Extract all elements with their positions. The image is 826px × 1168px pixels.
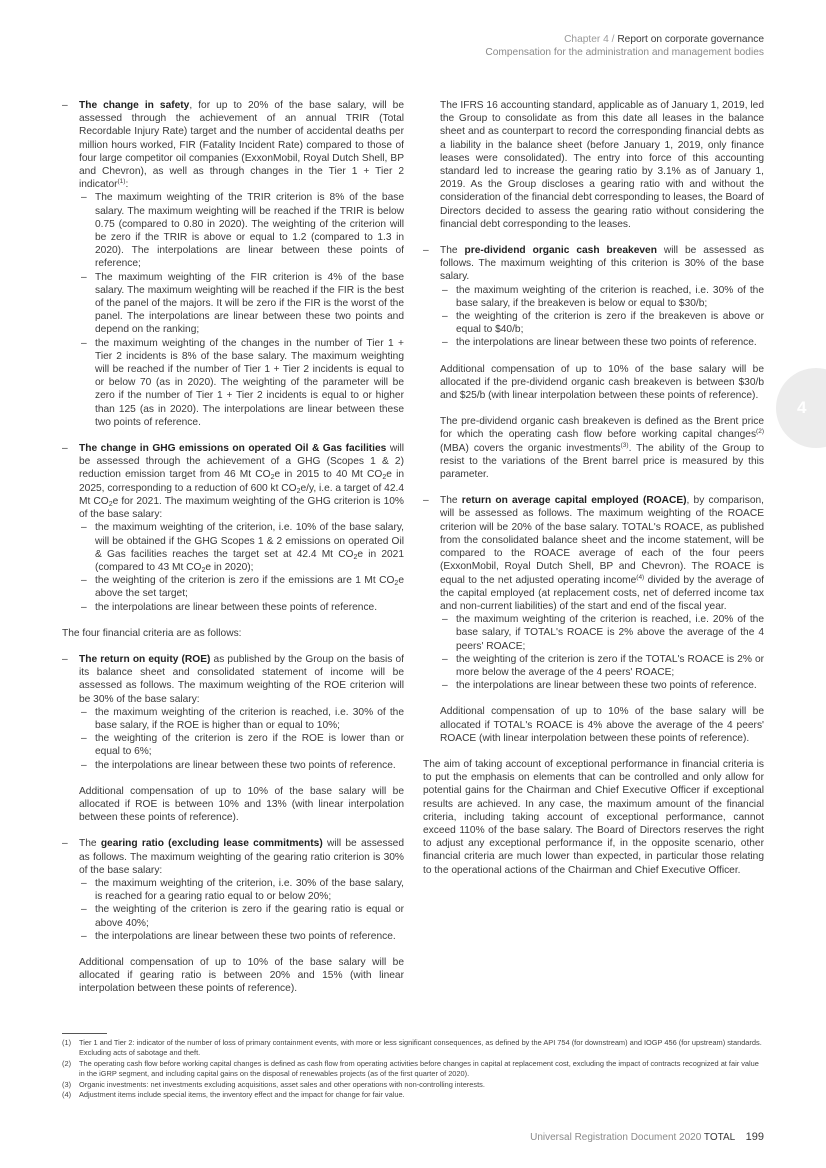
list-item: – the maximum weighting of the changes in the number of Tier 1 + Tier 2 incidents is 8% of the base salary. The maximum weighting will be reached if the number of Tier 1 + Tier 2 incidents is equal to or below 70 (as in 2020). The weighting of the parameter will be zero if the number of Tier 1 + Tier 2 incidents is equal to or higher than 125 (as in 2020). The interpolations are linear between these two points of reference. — [81, 337, 404, 428]
breakeven-criterion: – The pre-dividend organic cash breakeven will be assessed as follows. The maximum weighting of this criterion is 30% of the base salary. – the maximum weighting of the criterion is reached, i.e. 30% of the base salary, if the breakeven is below or equal to $30/b; – the weighting of the criterion is zero if the breakeven is above or equal to $40/b; – the interpolations are linear between these two points of reference. Additional compensation of up to 10% of the base salary will be allocated if the pre-dividend organic cash breakeven is between $30/b and $25/b (with linear interpolation between these points of reference). The pre-dividend organic cash breakeven is defined as the Brent price for which the operating cash flow before working capital changes$^{(2)}$ (MBA) covers the organic investments$^{(3)}$. The ability of the Group to resist to the variations of the Brent barrel price is measured by this parameter. — [423, 245, 764, 481]
ifrs16-paragraph: The IFRS 16 accounting standard, applicable as of January 1, 2019, led the Group to consolidate as from this date all leases in the balance sheet and as counterpart to record the corresponding financial debts as a liability in the balance sheet (before January 1, 2019, only finance leases were consolidated). The entry into force of this accounting standard led to increase the gearing ratio by 3.1% as of January 1, 2019. As the Group discloses a gearing ratio with and without the consideration of the financial debt corresponding to leases, the Board of Directors decided to assess the gearing ratio without considering the financial debt corresponding to the leases. — [440, 100, 764, 230]
header-separator: / — [608, 34, 618, 45]
gearing-additional: Additional compensation of up to 10% of the base salary will be allocated if gearing ratio is between 20% and 15% (with linear interpolation between these points of reference). — [79, 956, 404, 995]
roe-title: The return on equity (ROE) — [79, 653, 211, 665]
footnote-ref-2[interactable]: (2) — [756, 428, 764, 436]
roace-criterion: – The return on average capital employed (ROACE), by comparison, will be assessed as follows. The maximum weighting of the ROACE criterion will be 20% of the base salary. TOTAL's ROACE, as published from the consolidated balance sheet and the income statement, will be compared to the ROACE average of each of the four peers (ExxonMobil, Royal Dutch Shell, BP and Chevron). The ROACE is equal to the net adjusted operating income$^{(4)}$ divided by the average of the capital employed (at replacement costs, net of deferred income tax and non-current liabilities) of the start and end of the fiscal year. – the maximum weighting of the criterion is reached, i.e. 20% of the base salary, if TOTAL's ROACE is 2% above the average of the 4 peers' ROACE; – the weighting of the criterion is zero if the TOTAL's ROACE is 2% or more below the average of the 4 peers' ROACE; – the interpolations are linear between these two points of reference. Additional compensation of up to 10% of the base salary will be allocated if TOTAL's ROACE is 4% above the average of the 4 peers' ROACE (with linear interpolation between these points of reference). — [423, 495, 764, 744]
safety-criterion: – The change in safety, for up to 20% of the base salary, will be assessed through the achievement of an annual TRIR (Total Recordable Injury Rate) target and the number of accidental deaths per million hours worked, FIR (Fatality Incident Rate) compared to those of four large competitor oil companies (ExxonMobil, Royal Dutch Shell, BP and Chevron), as well as through changes in the Tier 1 + Tier 2 indicator$^{(1)}$: – The maximum weighting of the TRIR criterion is 8% of the base salary. The maximum weighting will be reached if the TRIR is below 0.75 (compared to 0.80 in 2020). The weighting of the criterion will be zero if the TRIR is above or equal to 1.2 (compared to 1.3 in 2020). The interpolations are linear between these points of reference; – The maximum weighting of the FIR criterion is 4% of the base salary. The maximum weighting will be reached if the FIR is the best of the panel of the majors. It will be zero if the FIR is the worst of the panel. The interpolations are linear between these two points and depend on the ranking; – the maximum weighting of the changes in the number of Tier 1 + Tier 2 incidents is 8% of the base salary. The maximum weighting will be reached if the number of Tier 1 + Tier 2 incidents is equal to or below 70 (as in 2020). The weighting of the parameter will be zero if the number of Tier 1 + Tier 2 incidents is equal to or higher than 125 (as in 2020). The interpolations are linear between these two points of reference. — [62, 100, 404, 428]
list-item: – the interpolations are linear between these points of reference. — [81, 601, 378, 613]
chapter-label: Chapter 4 — [564, 34, 609, 45]
page-footer — [530, 1131, 764, 1143]
financial-criteria-intro: The four financial criteria are as follows: — [62, 627, 242, 639]
list-item: – the interpolations are linear between these two points of reference. — [81, 930, 396, 942]
footnote-ref-3[interactable]: (3) — [620, 441, 629, 449]
footnote-1: (1) Tier 1 and Tier 2: indicator of the number of loss of primary containment events, with more or less significant consequences, as defined by the API 754 (for downstream) and IOGP 456 (for upstream) standards. Excluding acts of sabotage and theft. — [62, 1038, 762, 1058]
list-item: – the weighting of the criterion is zero if the emissions are 1 Mt $CO_2e$ above the set target; — [81, 575, 404, 600]
footnote-3: (3) Organic investments: net investments excluding acquisitions, asset sales and other operations with non-controlling interests. — [62, 1079, 485, 1089]
roe-criterion: – The return on equity (ROE) as published by the Group on the basis of its balance sheet and consolidated statement of income will be assessed as follows. The maximum weighting of the ROE criterion will be 30% of the base salary: – the maximum weighting of the criterion is reached, i.e. 30% of the base salary, if the ROE is higher than or equal to 10%; – the weighting of the criterion is zero if the ROE is lower than or equal to 6%; – the interpolations are linear between these two points of reference. Additional compensation of up to 10% of the base salary will be allocated if ROE is between 10% and 13% (with linear interpolation between these points of reference). — [62, 653, 404, 824]
roace-title: return on average capital employed (ROACE) — [461, 495, 687, 507]
ghg-title: The change in GHG emissions on operated Oil & Gas facilities — [79, 443, 387, 455]
breakeven-title: pre-dividend organic cash breakeven — [464, 245, 657, 257]
section-title: Compensation for the administration and management bodies — [485, 47, 764, 58]
list-item: – the maximum weighting of the criterion is reached, i.e. 30% of the base salary, if the breakeven is below or equal to $30/b; — [442, 284, 764, 309]
list-item: – the weighting of the criterion is zero if the TOTAL's ROACE is 2% or more below the average of the 4 peers' ROACE; — [442, 653, 764, 678]
list-item: – the interpolations are linear between these two points of reference. — [442, 680, 757, 692]
gearing-criterion: – The gearing ratio (excluding lease commitments) will be assessed as follows. The maximum weighting of the gearing ratio criterion is 30% of the base salary: – the maximum weighting of the criterion, i.e. 30% of the base salary, is reached for a gearing ratio equal to or below 20%; – the weighting of the criterion is zero if the gearing ratio is equal or above 40%; – the interpolations are linear between these two points of reference. Additional compensation of up to 10% of the base salary will be allocated if gearing ratio is between 20% and 15% (with linear interpolation between these points of reference). — [62, 838, 404, 995]
list-item: – the weighting of the criterion is zero if the breakeven is above or equal to $40/b; — [442, 311, 764, 336]
safety-title: The change in safety — [79, 100, 190, 111]
list-item: – the maximum weighting of the criterion, i.e. 10% of the base salary, will be obtained if the GHG Scopes 1 & 2 emissions on operated Oil & Gas facilities reaches the target set at 42.4 Mt $CO_2e$ in 2021 (compared to 43 Mt $CO_2e$ in 2020); — [81, 522, 405, 574]
brand-name: TOTAL — [703, 1132, 735, 1143]
document-name: Universal Registration Document 2020 — [530, 1132, 702, 1143]
footnote-2: (2) The operating cash flow before working capital changes is defined as cash flow from operating activities before changes in capital at replacement cost, excluding the impact of contracts recognized at fair value in the iGRP segment, and including capital gains on the disposal of renewables projects (as of the first quarter of 2020). — [62, 1058, 759, 1079]
roe-additional: Additional compensation of up to 10% of the base salary will be allocated if ROE is between 10% and 13% (with linear interpolation between these points of reference). — [79, 785, 404, 824]
list-item: – the interpolations are linear between these two points of reference. — [442, 337, 757, 349]
breakeven-additional: Additional compensation of up to 10% of the base salary will be allocated if the pre-dividend organic cash breakeven is between $30/b and $25/b (with linear interpolation between these points of reference). — [440, 363, 764, 402]
chapter-title: Report on corporate governance — [617, 34, 764, 45]
list-item: – the maximum weighting of the criterion, i.e. 30% of the base salary, is reached for a gearing ratio equal to or below 20%; — [81, 877, 404, 903]
list-item: – The maximum weighting of the TRIR criterion is 8% of the base salary. The maximum weighting will be reached if the TRIR is below 0.75 (compared to 0.80 in 2020). The weighting of the criterion will be zero if the TRIR is above or equal to 1.2 (compared to 1.3 in 2020). The interpolations are linear between these points of reference; — [81, 192, 404, 270]
ghg-criterion: – The change in GHG emissions on operated Oil & Gas facilities will be assessed through the achievement of a GHG (Scopes 1 & 2) reduction emission target from 46 Mt $CO_2e$ in 2015 to 40 Mt $CO_2e$ in 2025, corresponding to a reduction of 600 kt $CO_2e/y$, i.e. a target of 42.4 Mt $CO_2e$ for 2021. The maximum weighting of the GHG criterion is 10% of the base salary: – the maximum weighting of the criterion, i.e. 10% of the base salary, will be obtained if the GHG Scopes 1 & 2 emissions on operated Oil & Gas facilities reaches the target set at 42.4 Mt $CO_2e$ in 2021 (compared to 43 Mt $CO_2e$ in 2020); – the weighting of the criterion is zero if the emissions are 1 Mt $CO_2e$ above the set target; – the interpolations are linear between these points of reference. — [62, 443, 405, 613]
list-item: – the maximum weighting of the criterion is reached, i.e. 20% of the base salary, if TOTAL's ROACE is 2% above the average of the 4 peers' ROACE; — [442, 614, 764, 652]
list-item: – The maximum weighting of the FIR criterion is 4% of the base salary. The maximum weighting will be reached if the FIR is the best of the panel of the majors. It will be zero if the FIR is the worst of the panel. The interpolations are linear between these two points and depend on the ranking; — [81, 271, 404, 336]
footnotes — [62, 1038, 764, 1100]
chapter-tab[interactable]: 4 — [776, 368, 826, 448]
right-column — [423, 99, 764, 890]
list-item: – the interpolations are linear between these two points of reference. — [81, 759, 396, 771]
footnote-ref-1[interactable]: (1) — [117, 178, 126, 186]
footnote-4: (4) Adjustment items include special items, the inventory effect and the impact for change for fair value. — [62, 1090, 405, 1100]
roace-additional: Additional compensation of up to 10% of the base salary will be allocated if TOTAL's ROACE is 4% above the average of the 4 peers' ROACE (with linear interpolation between these points of reference). — [440, 706, 764, 744]
breakeven-definition: The pre-dividend organic cash breakeven is defined as the Brent price for which the operating cash flow before working capital changes$^{(2)}$ (MBA) covers the organic investments$^{(3)}$. The ability of the Group to resist to the variations of the Brent barrel price is measured by this parameter. — [440, 416, 764, 481]
footnote-divider — [62, 1033, 107, 1034]
list-item: – the weighting of the criterion is zero if the gearing ratio is equal or above 40%; — [81, 904, 404, 929]
list-item: – the weighting of the criterion is zero if the ROE is lower than or equal to 6%; — [81, 733, 404, 758]
page-header — [485, 33, 764, 59]
page-number: 199 — [745, 1131, 764, 1143]
list-item: – the maximum weighting of the criterion is reached, i.e. 30% of the base salary, if the ROE is higher than or equal to 10%; — [81, 706, 404, 731]
footnote-ref-4[interactable]: (4) — [636, 573, 645, 581]
closing-paragraph: The aim of taking account of exceptional performance in financial criteria is to put the emphasis on elements that can be controlled and only allow for potential gains for the Chairman and Chief Executive Officer if exceptional results are achieved. In any case, the maximum amount of the financial criteria, including taking account of exceptional performance, cannot exceed 110% of the base salary. The Board of Directors reserves the right to adjust any exceptional performance if, in the opposite scenario, other financial criteria are much lower than expected, in particular those relating to the operational actions of the Chairman and Chief Executive Officer. — [423, 758, 764, 876]
gearing-title: gearing ratio (excluding lease commitments) — [100, 838, 323, 850]
left-column — [62, 99, 404, 1009]
